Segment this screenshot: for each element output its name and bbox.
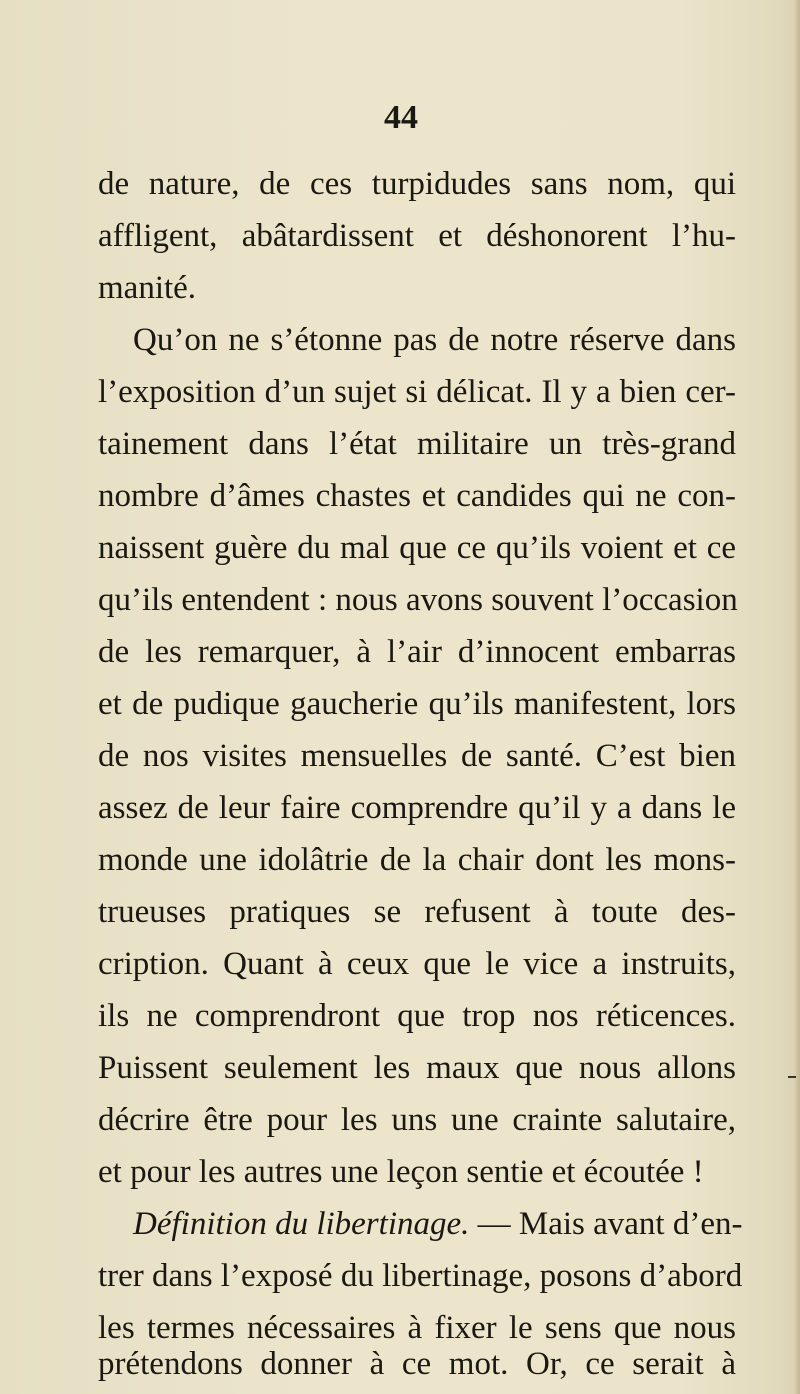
text-line: de les remarquer, à l’air d’innocent embarras xyxy=(98,634,736,670)
text-line: et de pudique gaucherie qu’ils manifestent, lors xyxy=(98,686,736,722)
text-run: — Mais avant d’en- xyxy=(469,1206,743,1242)
text-line: trer dans l’exposé du libertinage, posons d’abord xyxy=(98,1258,743,1294)
text-line: assez de leur faire comprendre qu’il y a dans le xyxy=(98,790,736,826)
text-line: les termes nécessaires à fixer le sens que nous xyxy=(98,1310,736,1346)
text-line: l’exposition d’un sujet si délicat. Il y a bien cer- xyxy=(98,374,736,410)
margin-mark xyxy=(788,1076,796,1078)
text-line: décrire être pour les uns une crainte salutaire, xyxy=(98,1102,736,1138)
text-line: de nature, de ces turpidudes sans nom, qui xyxy=(98,166,736,202)
text-line: Puissent seulement les maux que nous allons xyxy=(98,1050,736,1086)
text-line: tainement dans l’état militaire un très-grand xyxy=(98,426,736,462)
text-line: et pour les autres une leçon sentie et écoutée ! xyxy=(98,1154,704,1190)
text-line: nombre d’âmes chastes et candides qui ne con- xyxy=(98,478,736,514)
text-line: de nos visites mensuelles de santé. C’est bien xyxy=(98,738,736,774)
text-line: trueuses pratiques se refusent à toute des- xyxy=(98,894,736,930)
page-edge-shadow xyxy=(794,0,800,1394)
text-line: ils ne comprendront que trop nos réticences. xyxy=(98,998,736,1034)
text-line: prétendons donner à ce mot. Or, ce serait à xyxy=(98,1346,736,1382)
text-line: Qu’on ne s’étonne pas de notre réserve dans xyxy=(133,322,736,358)
text-line: affligent, abâtardissent et déshonorent l’hu- xyxy=(98,218,736,254)
text-line: monde une idolâtrie de la chair dont les mons- xyxy=(98,842,736,878)
text-line xyxy=(133,1198,743,1250)
text-line: qu’ils entendent : nous avons souvent l’occasion xyxy=(98,582,738,618)
text-line: manité. xyxy=(98,270,197,306)
section-heading-italic: Définition du libertinage. xyxy=(133,1206,470,1242)
page-number: 44 xyxy=(384,99,418,136)
text-line: cription. Quant à ceux que le vice a instruits, xyxy=(98,946,736,982)
text-line: naissent guère du mal que ce qu’ils voient et ce xyxy=(98,530,736,566)
